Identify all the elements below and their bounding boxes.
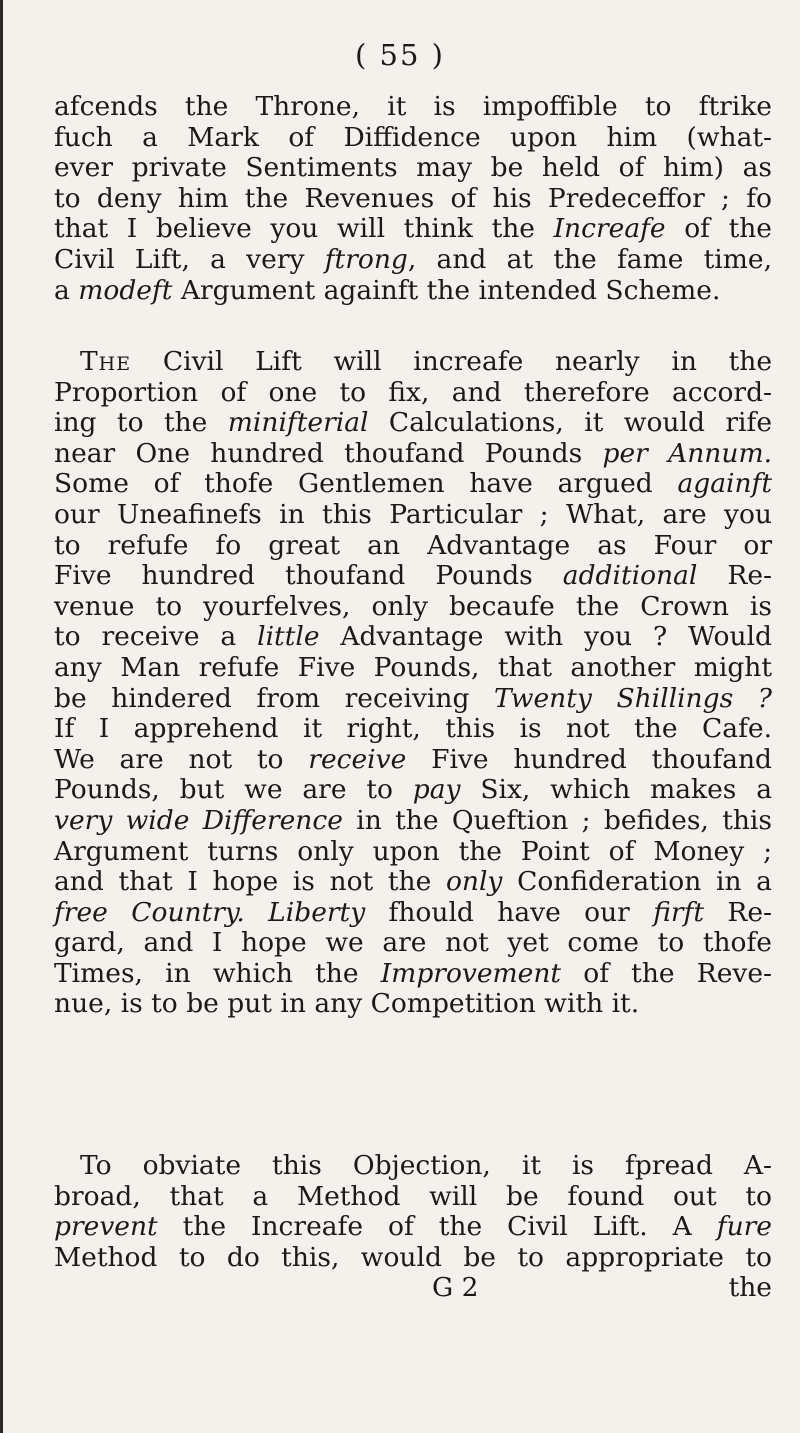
- text-line: Pounds, but we are to pay Six, which makes a: [54, 774, 772, 806]
- text-line: be hindered from receiving Twenty Shillings ?: [54, 682, 773, 714]
- text-line: Times, in which the Improvement of the Reve-: [54, 957, 772, 989]
- text-line: any Man refufe Five Pounds, that another might: [54, 651, 772, 683]
- text-line: nue, is to be put in any Competition with it.: [54, 988, 640, 1020]
- text-line: very wide Difference in the Queftion ; befides, this: [54, 804, 772, 836]
- text-line: afcends the Throne, it is impoffible to ftrike: [54, 91, 772, 122]
- text-line: ever private Sentiments may be held of him) as: [54, 152, 772, 184]
- text-line: fuch a Mark of Diffidence upon him (what-: [54, 121, 772, 153]
- text-line: gard, and I hope we are not yet come to thofe: [54, 927, 772, 959]
- text-line: to deny him the Revenues of his Predeceffor ; fo: [54, 182, 772, 214]
- signature-mark: G 2: [432, 1272, 479, 1304]
- paragraph-2: [54, 347, 772, 1020]
- text-line: If I apprehend it right, this is not the Cafe.: [54, 713, 772, 745]
- text-line: a modeft Argument againft the intended Scheme.: [54, 274, 721, 306]
- text-line: We are not to receive Five hundred thoufand: [54, 743, 772, 775]
- paragraph-3: [54, 1151, 772, 1303]
- text-line: near One hundred thoufand Pounds per Annum.: [54, 437, 772, 469]
- text-line: broad, that a Method will be found out to: [54, 1180, 772, 1212]
- text-line: Argument turns only upon the Point of Money ;: [54, 835, 772, 867]
- text-line: prevent the Increafe of the Civil Lift. A fure: [54, 1211, 772, 1243]
- text-line: to receive a little Advantage with you ? Would: [54, 621, 772, 653]
- text-line: venue to yourfelves, only becaufe the Crown is: [54, 590, 772, 622]
- catchword: the: [728, 1272, 772, 1304]
- page-number-header: ( 55 ): [355, 38, 445, 72]
- text-line: Proportion of one to fix, and therefore accord-: [54, 376, 772, 408]
- text-line: free Country. Liberty fhould have our firft Re-: [54, 896, 772, 928]
- paragraph-1: [54, 92, 772, 306]
- text-line: Some of thofe Gentlemen have argued againft: [54, 468, 772, 500]
- text-line: to refufe fo great an Advantage as Four or: [54, 529, 772, 561]
- text-line: Civil Lift, a very ftrong, and at the fame time,: [54, 243, 772, 275]
- text-line: and that I hope is not the only Confideration in a: [54, 866, 772, 898]
- text-line: our Uneafinefs in this Particular ; What, are you: [54, 498, 772, 530]
- text-line: Method to do this, would be to appropriate to: [54, 1241, 772, 1273]
- text-line: To obviate this Objection, it is fpread A-: [80, 1150, 772, 1181]
- text-line: Five hundred thoufand Pounds additional Re-: [54, 560, 772, 592]
- text-line: ing to the minifterial Calculations, it would rife: [54, 407, 772, 439]
- page-edge: [0, 0, 3, 1433]
- page-footer: [54, 1273, 772, 1303]
- text-line: The Civil Lift will increafe nearly in the: [80, 346, 772, 377]
- text-line: that I believe you will think the Increafe of the: [54, 213, 772, 245]
